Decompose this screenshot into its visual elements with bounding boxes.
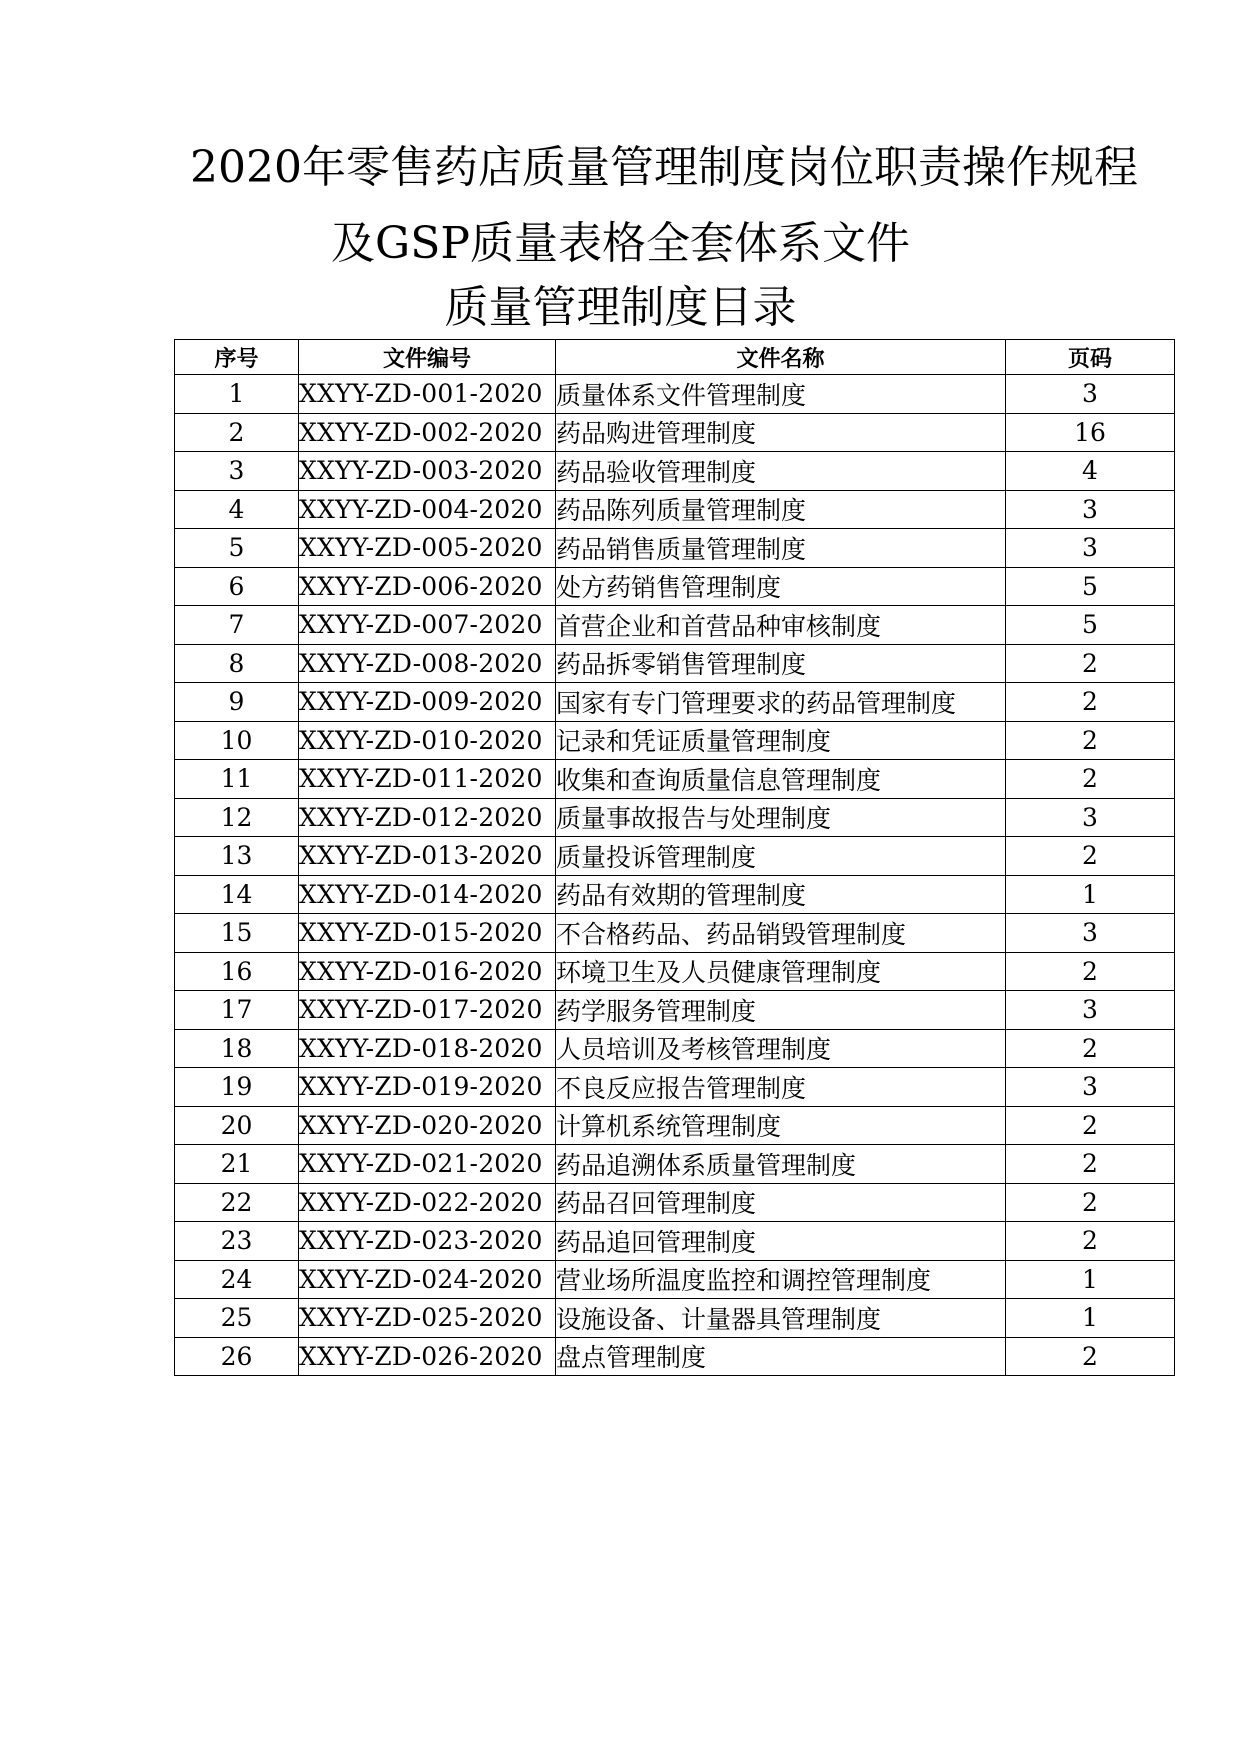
row-number: 18 [175,1029,299,1068]
row-number: 2 [175,413,299,452]
table-row [175,837,1175,876]
file-code: XXYY-ZD-004-2020 [299,490,556,529]
title-line-1: 2020年零售药店质量管理制度岗位职责操作规程 [190,142,1138,193]
table-row [175,1145,1175,1184]
row-number: 10 [175,721,299,760]
file-code: XXYY-ZD-024-2020 [299,1260,556,1299]
table-row [175,606,1175,645]
page-number: 2 [1006,1222,1175,1261]
header-name: 文件名称 [556,340,1006,375]
table-row [175,1222,1175,1261]
row-number: 15 [175,914,299,953]
row-number: 7 [175,606,299,645]
file-name: 药品有效期的管理制度 [556,875,1006,914]
table-row [175,1068,1175,1107]
row-number: 9 [175,683,299,722]
file-code: XXYY-ZD-017-2020 [299,991,556,1030]
file-code: XXYY-ZD-006-2020 [299,567,556,606]
toc-header-row [175,340,1175,375]
row-number: 16 [175,952,299,991]
file-name: 药品拆零销售管理制度 [556,644,1006,683]
file-name: 不合格药品、药品销毁管理制度 [556,914,1006,953]
title-line-3: 质量管理制度目录 [444,282,797,333]
file-code: XXYY-ZD-002-2020 [299,413,556,452]
file-code: XXYY-ZD-016-2020 [299,952,556,991]
page-number: 2 [1006,1337,1175,1376]
page-number: 3 [1006,991,1175,1030]
row-number: 25 [175,1299,299,1338]
table-row [175,683,1175,722]
table-row [175,1106,1175,1145]
file-name: 人员培训及考核管理制度 [556,1029,1006,1068]
file-name: 药品召回管理制度 [556,1183,1006,1222]
file-code: XXYY-ZD-013-2020 [299,837,556,876]
file-code: XXYY-ZD-003-2020 [299,452,556,491]
row-number: 19 [175,1068,299,1107]
file-name: 记录和凭证质量管理制度 [556,721,1006,760]
file-name: 药品购进管理制度 [556,413,1006,452]
table-row [175,644,1175,683]
page-number: 2 [1006,837,1175,876]
file-code: XXYY-ZD-025-2020 [299,1299,556,1338]
page-number: 3 [1006,914,1175,953]
page-number: 3 [1006,529,1175,568]
page-number: 16 [1006,413,1175,452]
file-name: 药品陈列质量管理制度 [556,490,1006,529]
page-number: 5 [1006,567,1175,606]
table-row [175,413,1175,452]
table-row [175,760,1175,799]
file-name: 质量事故报告与处理制度 [556,798,1006,837]
file-code: XXYY-ZD-021-2020 [299,1145,556,1184]
file-name: 质量投诉管理制度 [556,837,1006,876]
file-name: 盘点管理制度 [556,1337,1006,1376]
page-number: 3 [1006,798,1175,837]
row-number: 6 [175,567,299,606]
row-number: 13 [175,837,299,876]
row-number: 12 [175,798,299,837]
row-number: 23 [175,1222,299,1261]
page-number: 2 [1006,721,1175,760]
page-number: 4 [1006,452,1175,491]
file-code: XXYY-ZD-009-2020 [299,683,556,722]
row-number: 22 [175,1183,299,1222]
file-code: XXYY-ZD-010-2020 [299,721,556,760]
row-number: 26 [175,1337,299,1376]
row-number: 24 [175,1260,299,1299]
page-number: 3 [1006,490,1175,529]
page-number: 2 [1006,1183,1175,1222]
table-row [175,1183,1175,1222]
page-number: 1 [1006,875,1175,914]
page-number: 3 [1006,1068,1175,1107]
file-name: 设施设备、计量器具管理制度 [556,1299,1006,1338]
file-name: 药品验收管理制度 [556,452,1006,491]
header-code: 文件编号 [299,340,556,375]
row-number: 5 [175,529,299,568]
file-code: XXYY-ZD-008-2020 [299,644,556,683]
toc-table [174,339,1175,1376]
table-row [175,567,1175,606]
file-name: 环境卫生及人员健康管理制度 [556,952,1006,991]
page-number: 2 [1006,644,1175,683]
page-number: 3 [1006,375,1175,414]
row-number: 1 [175,375,299,414]
file-name: 国家有专门管理要求的药品管理制度 [556,683,1006,722]
table-row [175,798,1175,837]
file-code: XXYY-ZD-015-2020 [299,914,556,953]
row-number: 14 [175,875,299,914]
file-name: 药学服务管理制度 [556,991,1006,1030]
file-name: 不良反应报告管理制度 [556,1068,1006,1107]
file-code: XXYY-ZD-001-2020 [299,375,556,414]
table-row [175,1029,1175,1068]
file-name: 计算机系统管理制度 [556,1106,1006,1145]
page-number: 2 [1006,952,1175,991]
table-row [175,490,1175,529]
header-page: 页码 [1006,340,1175,375]
file-code: XXYY-ZD-012-2020 [299,798,556,837]
file-name: 营业场所温度监控和调控管理制度 [556,1260,1006,1299]
file-name: 质量体系文件管理制度 [556,375,1006,414]
file-code: XXYY-ZD-020-2020 [299,1106,556,1145]
row-number: 11 [175,760,299,799]
file-name: 处方药销售管理制度 [556,567,1006,606]
row-number: 3 [175,452,299,491]
title-line-2: 及GSP质量表格全套体系文件 [331,218,910,269]
table-row [175,914,1175,953]
table-row [175,1260,1175,1299]
file-name: 药品销售质量管理制度 [556,529,1006,568]
page-number: 2 [1006,1145,1175,1184]
table-row [175,875,1175,914]
row-number: 8 [175,644,299,683]
file-code: XXYY-ZD-023-2020 [299,1222,556,1261]
file-name: 首营企业和首营品种审核制度 [556,606,1006,645]
table-row [175,991,1175,1030]
file-code: XXYY-ZD-007-2020 [299,606,556,645]
table-row [175,529,1175,568]
table-row [175,1337,1175,1376]
toc-body [175,375,1175,1376]
file-code: XXYY-ZD-026-2020 [299,1337,556,1376]
page-number: 1 [1006,1260,1175,1299]
file-code: XXYY-ZD-018-2020 [299,1029,556,1068]
row-number: 17 [175,991,299,1030]
table-row [175,452,1175,491]
page-number: 2 [1006,1106,1175,1145]
file-code: XXYY-ZD-011-2020 [299,760,556,799]
file-name: 药品追溯体系质量管理制度 [556,1145,1006,1184]
page-number: 2 [1006,683,1175,722]
table-row [175,375,1175,414]
row-number: 20 [175,1106,299,1145]
table-row [175,1299,1175,1338]
page-number: 2 [1006,1029,1175,1068]
file-name: 收集和查询质量信息管理制度 [556,760,1006,799]
page-number: 2 [1006,760,1175,799]
file-code: XXYY-ZD-005-2020 [299,529,556,568]
file-code: XXYY-ZD-019-2020 [299,1068,556,1107]
file-code: XXYY-ZD-014-2020 [299,875,556,914]
table-row [175,721,1175,760]
page-number: 1 [1006,1299,1175,1338]
header-no: 序号 [175,340,299,375]
file-name: 药品追回管理制度 [556,1222,1006,1261]
page-number: 5 [1006,606,1175,645]
table-row [175,952,1175,991]
file-code: XXYY-ZD-022-2020 [299,1183,556,1222]
row-number: 4 [175,490,299,529]
row-number: 21 [175,1145,299,1184]
